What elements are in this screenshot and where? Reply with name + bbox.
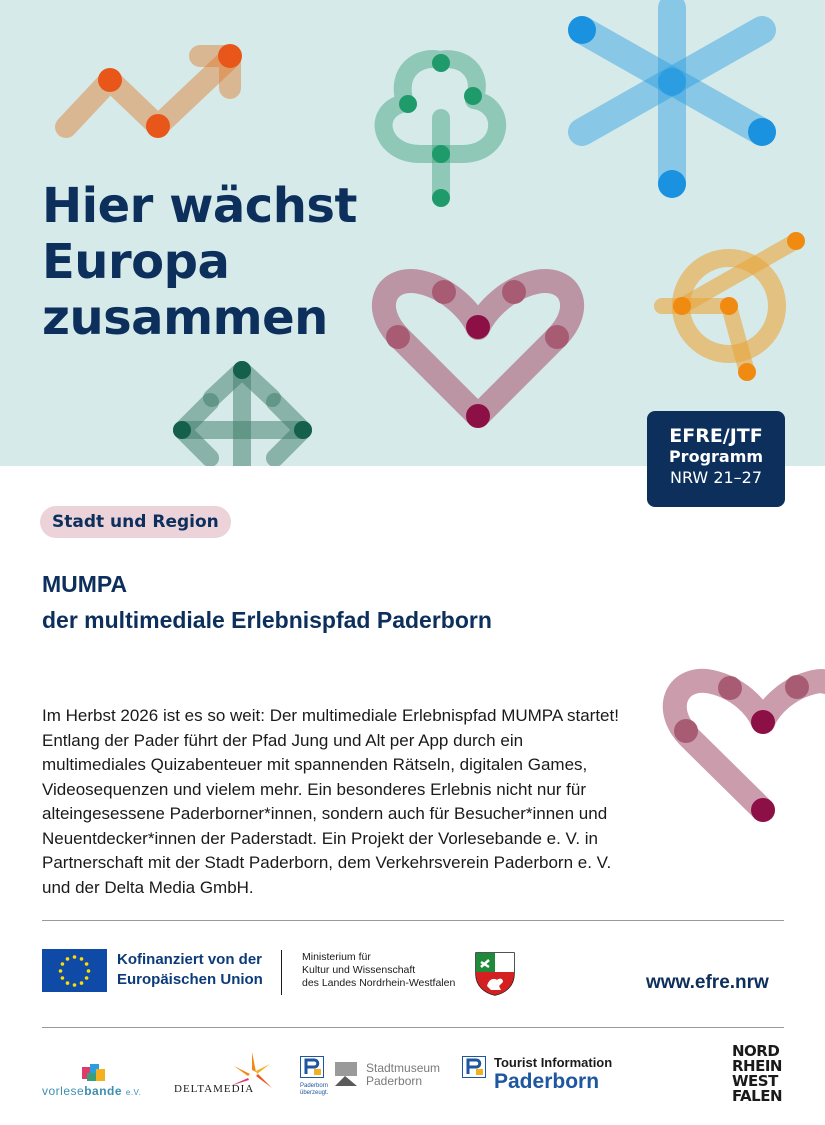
category-tag: Stadt und Region <box>40 506 231 538</box>
headline <box>42 178 357 346</box>
funding-divider <box>281 950 282 995</box>
deltamedia-logo <box>174 1052 274 1097</box>
arrows-icon <box>173 361 312 466</box>
headline-line-2: Europa <box>42 234 230 290</box>
program-badge-line-3: NRW 21–27 <box>669 468 763 487</box>
description-line: Partnerschaft mit der Stadt Paderborn, dem Verkehrsverein Paderborn e. V. <box>42 853 612 872</box>
stadtmuseum-line-2: Paderborn <box>366 1074 423 1088</box>
heart-icon <box>384 280 572 428</box>
ministry-label <box>302 951 455 990</box>
ministry-line-1: Ministerium für <box>302 951 371 963</box>
rising-arrow-icon <box>66 44 242 138</box>
program-badge-line-1: EFRE/JTF <box>669 425 763 447</box>
stadtmuseum-logo <box>335 1060 445 1092</box>
project-title-line-2: der multimediale Erlebnispfad Paderborn <box>42 607 492 633</box>
description-line: Entlang der Pader führt der Pfad Jung und Alt per App durch ein <box>42 730 524 750</box>
ministry-line-3: des Landes Nordrhein-Westfalen <box>302 977 456 989</box>
asterisk-icon <box>568 8 776 198</box>
tourist-info-line-1: Tourist Information <box>494 1055 613 1070</box>
divider-bottom <box>42 1027 784 1028</box>
headline-line-3: zusammen <box>42 290 328 346</box>
nrw-wordmark-logo <box>732 1044 792 1108</box>
eu-label-line-1: Kofinanziert von der <box>117 951 263 968</box>
description-line: Neuentdecker*innen der Paderstadt. Ein Projekt der Vorlesebande e. V. in <box>42 828 599 848</box>
paderborn-city-mark <box>300 1056 329 1096</box>
eu-label-line-2: Europäischen Union <box>117 971 263 988</box>
stadtmuseum-mark-icon <box>335 1062 359 1086</box>
divider-top <box>42 920 784 921</box>
description-line: multimediales Quizabenteuer mit spannenden Rätseln, digitalen Games, <box>42 755 588 774</box>
vorlesebande-wordmark <box>42 1084 141 1098</box>
description-line: und der Delta Media GmbH. <box>42 877 254 897</box>
headline-line-1: Hier wächst <box>42 178 357 234</box>
stadtmuseum-wordmark <box>366 1062 440 1088</box>
tree-icon <box>384 54 498 207</box>
nrw-crest-icon <box>473 950 517 996</box>
deltamedia-wordmark: DELTAMEDIA <box>174 1083 255 1095</box>
compass-icon <box>662 232 805 381</box>
eu-flag-icon <box>42 949 107 992</box>
eu-cofunding-label <box>117 950 263 990</box>
vorlesebande-logo <box>42 1064 152 1096</box>
nrw-word-4: FALEN <box>732 1087 782 1105</box>
vorlesebande-mark-icon <box>82 1064 108 1082</box>
project-title <box>42 566 492 638</box>
nrw-word-2: RHEIN <box>732 1057 782 1075</box>
vorlesebande-part1: vorlese <box>42 1084 85 1098</box>
description-line: Im Herbst 2026 ist es so weit: Der multimediale Erlebnispfad MUMPA startet! <box>42 706 619 725</box>
nrw-word-3: WEST <box>732 1072 778 1090</box>
tourist-info-line-2: Paderborn <box>494 1070 600 1093</box>
paderborn-mark-text: Paderborn überzeugt. <box>300 1083 329 1096</box>
hero-banner <box>0 0 825 466</box>
description-line: Videosequenzen und vielem mehr. Ein besonderes Erlebnis nicht nur für <box>42 779 587 799</box>
program-badge-line-2: Programm <box>668 447 764 466</box>
side-heart-icon <box>660 660 825 830</box>
description-line: alteingesessene Paderborner*innen, sondern auch für Besucher*innen und <box>42 804 608 823</box>
vorlesebande-suffix: e.V. <box>125 1088 142 1097</box>
tourist-info-mark-icon <box>462 1056 486 1078</box>
efre-website-link[interactable]: www.efre.nrw <box>646 972 769 993</box>
project-description <box>42 704 642 900</box>
ministry-line-2: Kultur und Wissenschaft <box>302 964 416 976</box>
nrw-word-1-text: NORD <box>732 1042 780 1060</box>
paderborn-mark-icon <box>300 1056 324 1078</box>
project-title-line-1: MUMPA <box>42 571 128 597</box>
vorlesebande-part2: bande <box>84 1084 123 1098</box>
stadtmuseum-line-1: Stadtmuseum <box>366 1061 441 1075</box>
tourist-information-logo <box>462 1054 612 1098</box>
program-badge <box>647 411 785 507</box>
